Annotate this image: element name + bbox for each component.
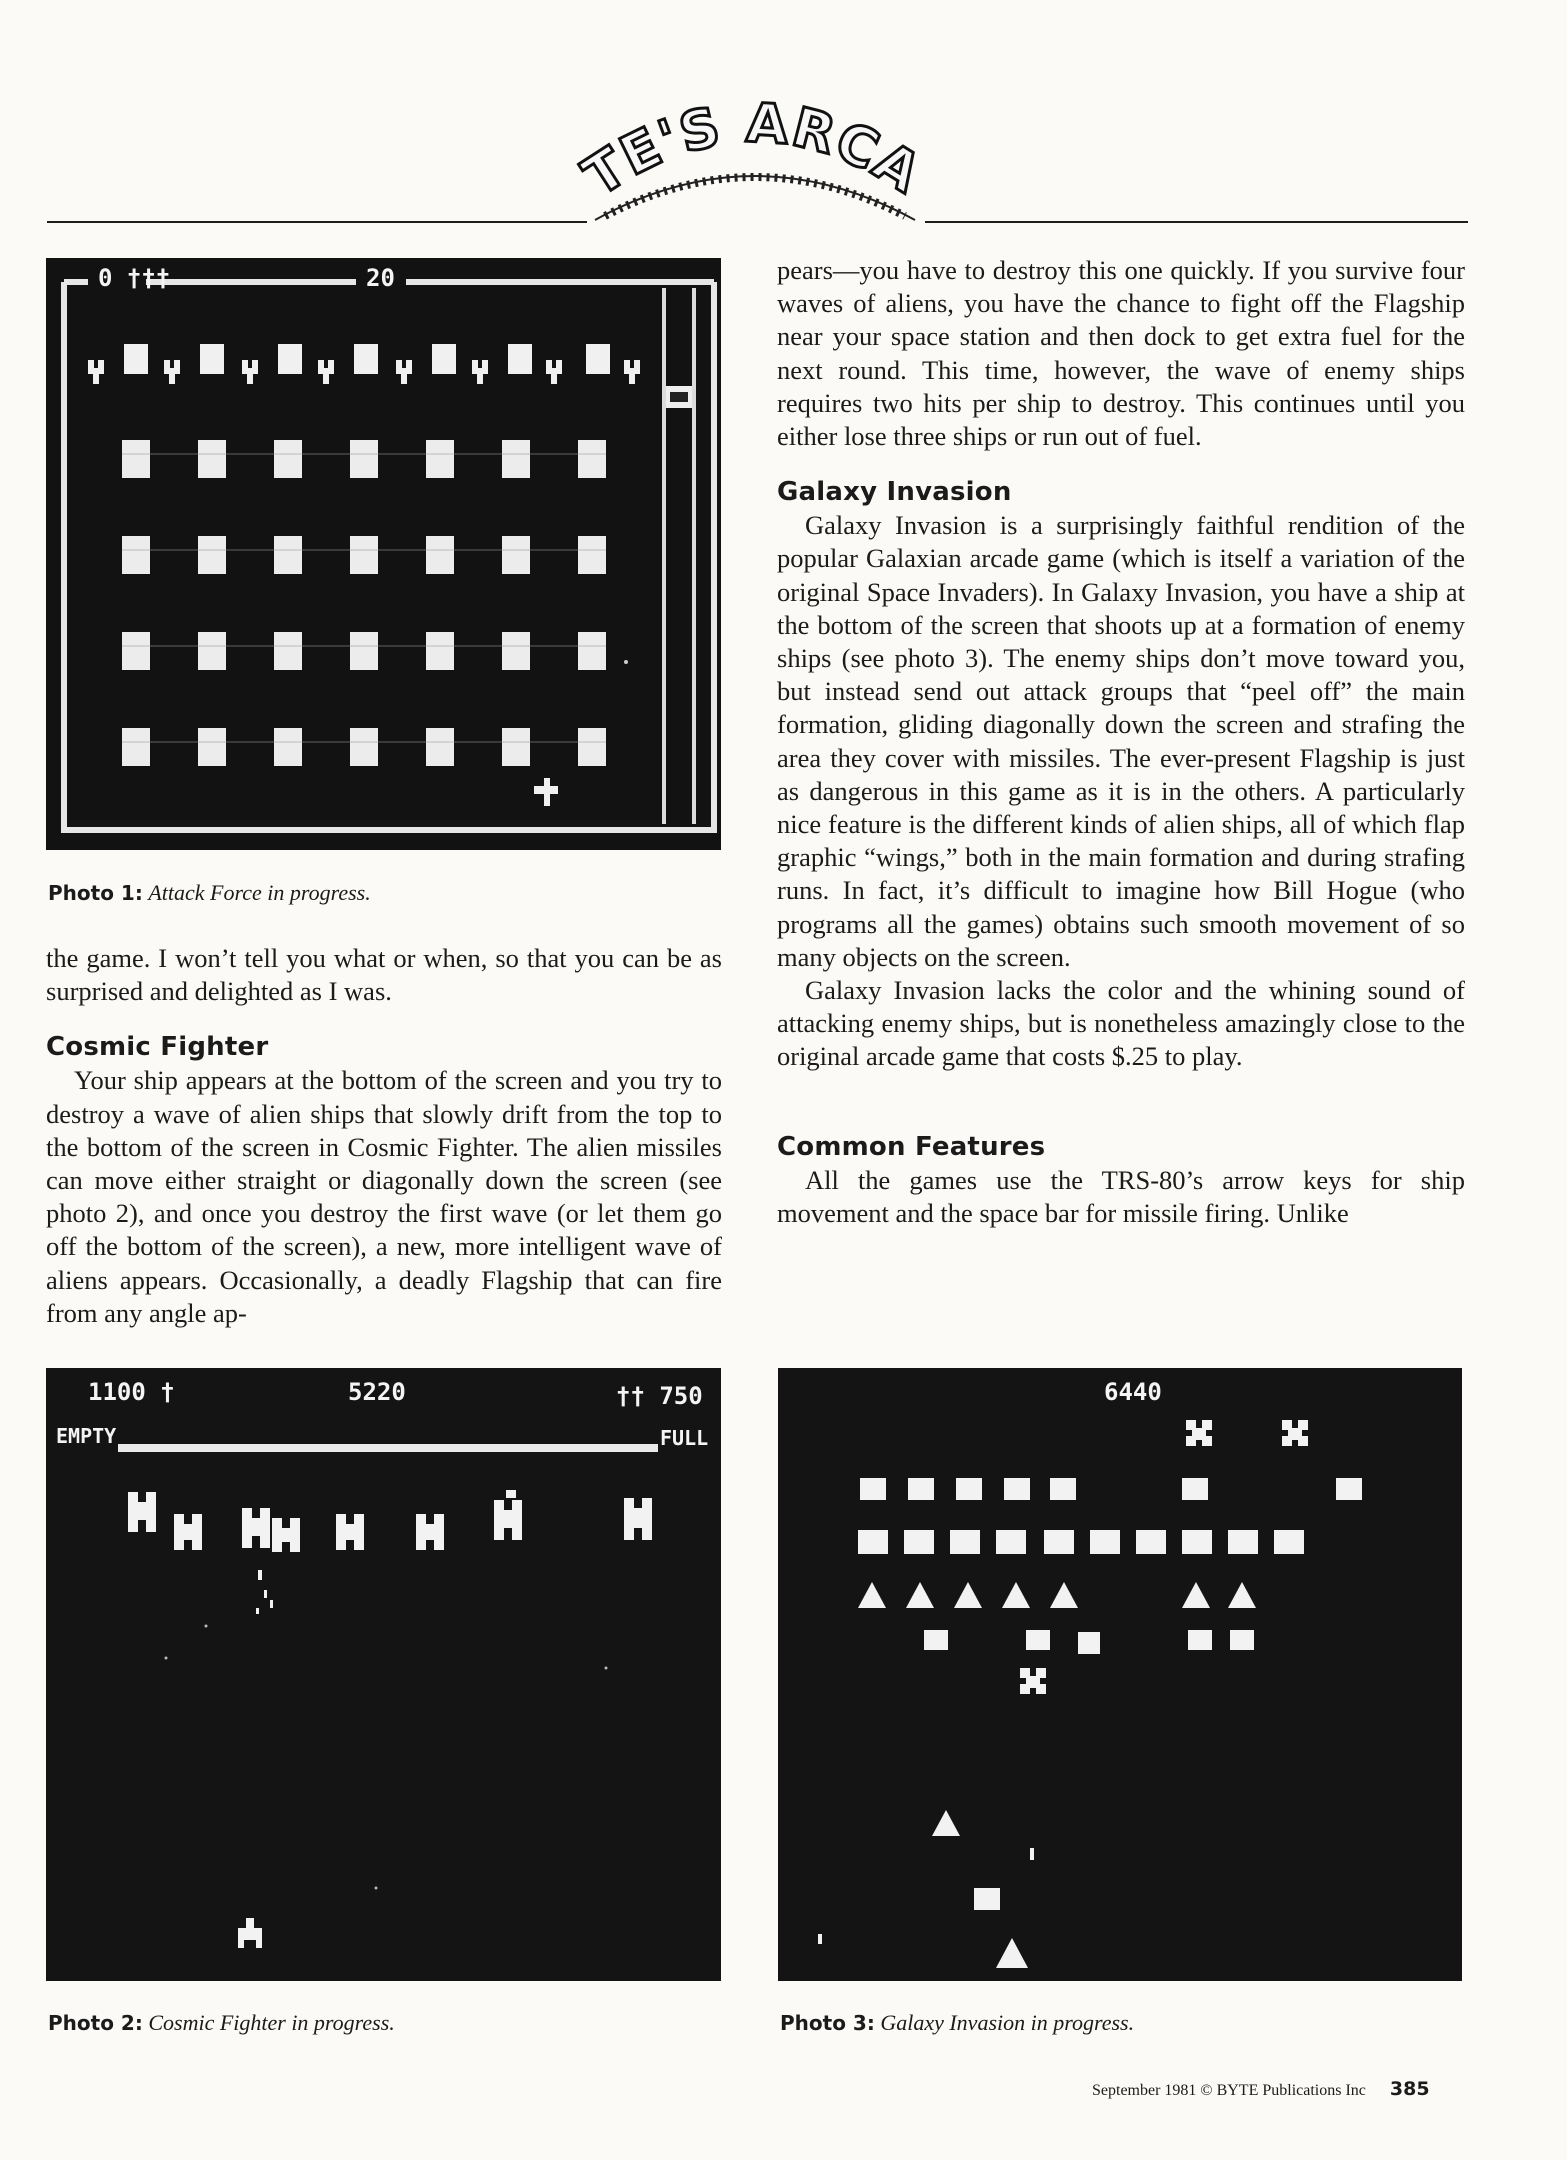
logo-text: TE'S ARCA xyxy=(575,92,934,209)
photo2-score-right: †† 750 xyxy=(616,1382,703,1410)
left-continuation-paragraph: the game. I won’t tell you what or when, so that you can be as surprised and delighted as I was. xyxy=(46,943,722,1007)
cosmic-fighter-heading: Cosmic Fighter xyxy=(46,1032,269,1063)
photo-2-cosmic-fighter xyxy=(46,1368,721,1981)
byte-arcade-logo xyxy=(575,92,935,232)
galaxy-invasion-paragraph-1: Galaxy Invasion is a surprisingly faithful rendition of the popular Galaxian arcade game (which is itself a variation of the original Space Invaders). In Galaxy Invasion, you have a ship at the bottom of the screen that shoots up at a formation of enemy ships (see photo 3). The enemy ships don’t move toward you, but instead send out attack groups that “peel off” the main formation, gliding diagonally down the screen and strafing the area they cover with missiles. The ever-present Flagship is just as dangerous in this game as it is in the others. A particularly nice feature is the different kinds of alien ships, all of which flap graphic “wings,” both in the main formation and during strafing runs. In fact, it’s difficult to imagine how Bill Hogue (who programs all the games) obtains such smooth movement of so many objects on the screen. xyxy=(777,510,1465,972)
photo2-score-left: 1100 † xyxy=(88,1378,175,1406)
header-rule-right xyxy=(925,221,1468,223)
galaxy-invasion-paragraph-2: Galaxy Invasion lacks the color and the whining sound of attacking enemy ships, but is nonetheless amazingly close to the original arcade game that costs $.25 to play. xyxy=(777,975,1465,1072)
common-features-body: All the games use the TRS-80’s arrow keys for ship movement and the space bar for missile firing. Unlike xyxy=(777,1164,1465,1228)
photo-3-galaxy-invasion xyxy=(778,1368,1462,1981)
page-footer xyxy=(1092,2078,1430,2100)
photo1-caption: Photo 1: Attack Force in progress. xyxy=(48,880,371,905)
common-features-heading: Common Features xyxy=(777,1131,1046,1162)
photo1-hud-left: 0 ††† xyxy=(98,264,171,292)
galaxy-invasion-heading: Galaxy Invasion xyxy=(777,477,1012,508)
photo1-hud-score: 20 xyxy=(366,264,395,292)
photo3-caption: Photo 3: Galaxy Invasion in progress. xyxy=(780,2010,1135,2035)
left-column xyxy=(46,942,722,1330)
photo-1-attack-force xyxy=(46,258,721,850)
footer-credit: September 1981 © BYTE Publications Inc xyxy=(1092,2082,1366,2099)
right-continuation-paragraph: pears—you have to destroy this one quickly. If you survive four waves of aliens, you have the chance to fight off the Flagship near your space station and then dock to get extra fuel for the next round. This time, however, the wave of enemy ships requires two hits per ship to destroy. This continues until you either lose three ships or run out of fuel. xyxy=(777,255,1465,452)
photo2-fuel-full-label: FULL xyxy=(660,1426,709,1450)
page-number: 385 xyxy=(1389,2078,1430,2100)
cosmic-fighter-body: Your ship appears at the bottom of the screen and you try to destroy a wave of alien ships that slowly drift from the top to the bottom of the screen in Cosmic Fighter. The alien missiles can move either straight or diagonally down the screen (see photo 2), and once you destroy the first wave (or let them go off the bottom of the screen), a new, more intelligent wave of aliens appears. Occasionally, a deadly Flagship that can fire from any angle ap- xyxy=(46,1065,722,1328)
header-rule-left xyxy=(47,221,587,223)
photo2-fuel-empty-label: EMPTY xyxy=(56,1424,117,1448)
photo2-caption: Photo 2: Cosmic Fighter in progress. xyxy=(48,2010,395,2035)
photo3-hud-score: 6440 xyxy=(1104,1378,1162,1406)
right-column xyxy=(777,254,1465,1230)
photo2-score-center: 5220 xyxy=(348,1378,406,1406)
